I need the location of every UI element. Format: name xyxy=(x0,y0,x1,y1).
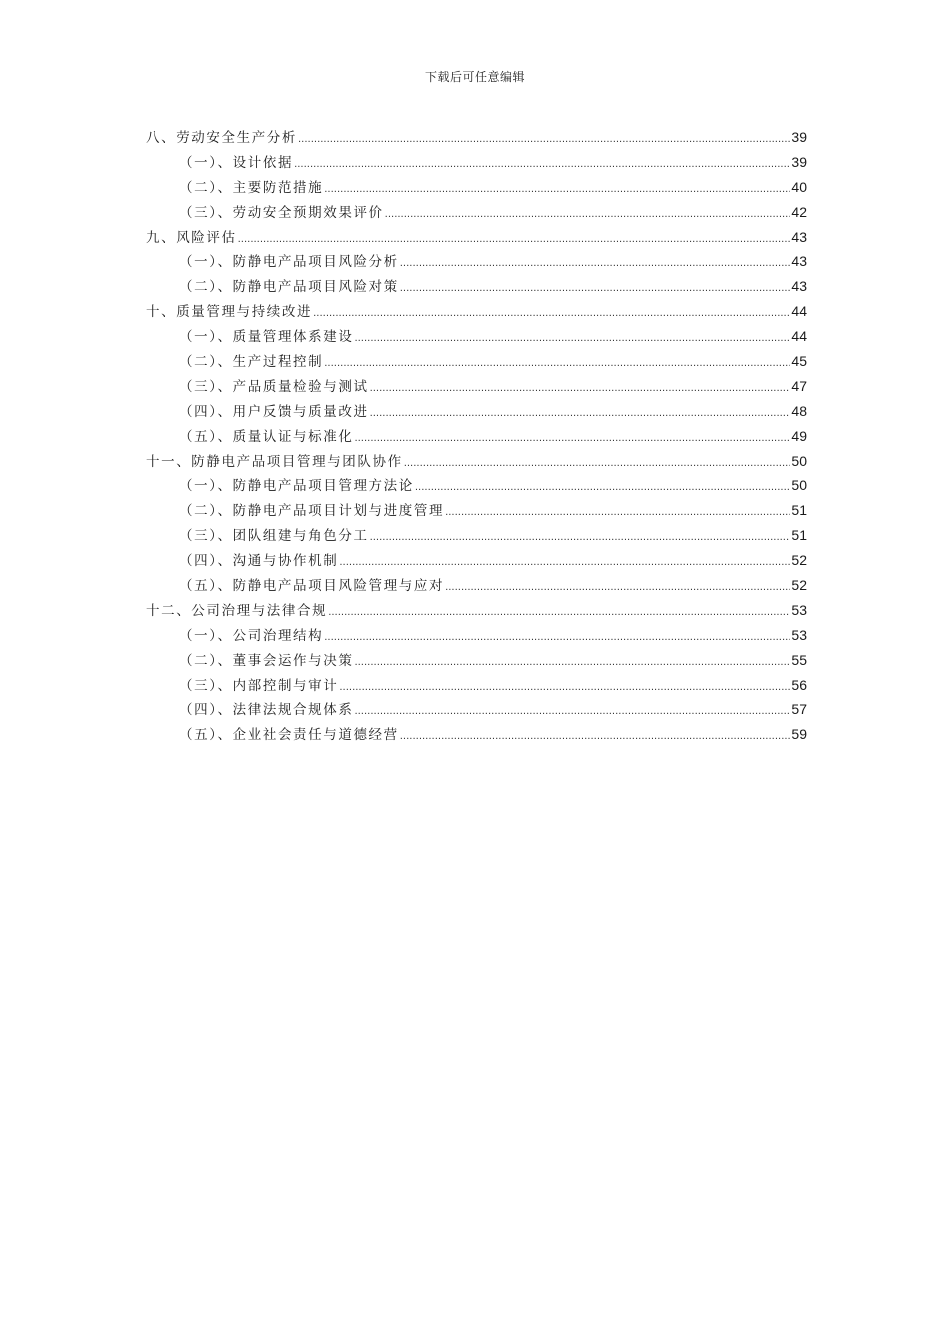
toc-dot-leader xyxy=(354,706,790,717)
toc-dot-leader xyxy=(313,308,790,319)
toc-dot-leader xyxy=(294,159,790,170)
toc-entry-page-number: 55 xyxy=(791,651,807,668)
toc-entry-title: （二）、生产过程控制 xyxy=(179,354,324,371)
toc-entry[interactable] xyxy=(146,549,807,574)
toc-entry[interactable] xyxy=(146,499,807,524)
toc-entry-title: 十一、防静电产品项目管理与团队协作 xyxy=(146,453,403,470)
toc-entry-title: （二）、董事会运作与决策 xyxy=(179,652,354,669)
toc-dot-leader xyxy=(400,283,791,294)
toc-entry-page-number: 43 xyxy=(791,278,807,295)
toc-dot-leader xyxy=(385,209,791,220)
toc-entry-page-number: 56 xyxy=(791,676,807,693)
toc-entry-title: 九、风险评估 xyxy=(146,229,237,246)
toc-entry[interactable] xyxy=(146,300,807,325)
toc-entry-page-number: 42 xyxy=(791,203,807,220)
toc-entry[interactable] xyxy=(146,649,807,674)
toc-entry-page-number: 47 xyxy=(791,377,807,394)
toc-entry[interactable] xyxy=(146,474,807,499)
toc-entry-title: （四）、用户反馈与质量改进 xyxy=(179,403,369,420)
toc-entry[interactable] xyxy=(146,126,807,151)
toc-entry-page-number: 43 xyxy=(791,253,807,270)
toc-dot-leader xyxy=(400,731,791,742)
toc-entry[interactable] xyxy=(146,151,807,176)
toc-entry-title: （四）、沟通与协作机制 xyxy=(179,553,339,570)
toc-entry[interactable] xyxy=(146,325,807,350)
toc-entry-title: （一）、公司治理结构 xyxy=(179,627,324,644)
toc-entry-title: （一）、防静电产品项目风险分析 xyxy=(179,254,399,271)
toc-entry[interactable] xyxy=(146,201,807,226)
toc-dot-leader xyxy=(354,657,790,668)
toc-entry[interactable] xyxy=(146,698,807,723)
toc-dot-leader xyxy=(339,557,790,568)
toc-dot-leader xyxy=(354,433,790,444)
toc-entry-page-number: 44 xyxy=(791,328,807,345)
toc-entry[interactable] xyxy=(146,450,807,475)
toc-entry-title: （五）、企业社会责任与道德经营 xyxy=(179,727,399,744)
toc-entry-page-number: 53 xyxy=(791,601,807,618)
toc-entry[interactable] xyxy=(146,375,807,400)
toc-entry-page-number: 50 xyxy=(791,477,807,494)
toc-entry-page-number: 48 xyxy=(791,402,807,419)
toc-entry-page-number: 57 xyxy=(791,701,807,718)
toc-dot-leader xyxy=(445,582,790,593)
toc-dot-leader xyxy=(415,482,791,493)
toc-dot-leader xyxy=(400,258,791,269)
toc-dot-leader xyxy=(404,458,791,469)
toc-entry-page-number: 39 xyxy=(791,153,807,170)
toc-dot-leader xyxy=(354,333,790,344)
toc-entry-page-number: 52 xyxy=(791,552,807,569)
toc-dot-leader xyxy=(324,358,790,369)
toc-dot-leader xyxy=(298,134,790,145)
toc-entry-title: （五）、防静电产品项目风险管理与应对 xyxy=(179,578,445,595)
toc-entry-page-number: 52 xyxy=(791,577,807,594)
toc-dot-leader xyxy=(339,682,790,693)
toc-entry[interactable] xyxy=(146,250,807,275)
toc-entry-page-number: 51 xyxy=(791,502,807,519)
toc-dot-leader xyxy=(324,184,790,195)
toc-dot-leader xyxy=(328,607,790,618)
toc-dot-leader xyxy=(370,383,791,394)
table-of-contents xyxy=(146,126,807,748)
toc-entry-title: 十二、公司治理与法律合规 xyxy=(146,602,328,619)
toc-entry[interactable] xyxy=(146,574,807,599)
toc-entry-page-number: 40 xyxy=(791,178,807,195)
toc-entry-title: （三）、产品质量检验与测试 xyxy=(179,378,369,395)
toc-entry[interactable] xyxy=(146,176,807,201)
toc-entry[interactable] xyxy=(146,674,807,699)
toc-entry[interactable] xyxy=(146,350,807,375)
toc-dot-leader xyxy=(370,408,791,419)
toc-entry-title: （五）、质量认证与标准化 xyxy=(179,428,354,445)
toc-entry-title: （一）、质量管理体系建设 xyxy=(179,329,354,346)
toc-entry[interactable] xyxy=(146,425,807,450)
toc-entry-page-number: 39 xyxy=(791,129,807,145)
toc-entry[interactable] xyxy=(146,400,807,425)
toc-entry-page-number: 43 xyxy=(791,228,807,245)
toc-entry[interactable] xyxy=(146,723,807,748)
toc-entry-title: （二）、防静电产品项目风险对策 xyxy=(179,279,399,296)
toc-entry-title: （三）、内部控制与审计 xyxy=(179,677,339,694)
page-header: 下载后可任意编辑 xyxy=(424,70,525,84)
toc-entry-page-number: 59 xyxy=(791,726,807,743)
toc-entry[interactable] xyxy=(146,599,807,624)
toc-entry-title: （二）、防静电产品项目计划与进度管理 xyxy=(179,503,445,520)
toc-dot-leader xyxy=(238,234,791,245)
toc-entry-page-number: 44 xyxy=(791,303,807,320)
toc-dot-leader xyxy=(445,507,790,518)
toc-entry[interactable] xyxy=(146,624,807,649)
toc-entry-title: 十、质量管理与持续改进 xyxy=(146,304,313,321)
toc-entry[interactable] xyxy=(146,226,807,251)
toc-entry-title: （一）、防静电产品项目管理方法论 xyxy=(179,478,414,495)
toc-entry[interactable] xyxy=(146,524,807,549)
toc-entry-title: （四）、法律法规合规体系 xyxy=(179,702,354,719)
toc-entry-title: （三）、团队组建与角色分工 xyxy=(179,528,369,545)
toc-entry-page-number: 51 xyxy=(791,527,807,544)
toc-entry-title: 八、劳动安全生产分析 xyxy=(146,130,297,146)
toc-entry[interactable] xyxy=(146,275,807,300)
toc-entry-page-number: 53 xyxy=(791,626,807,643)
toc-entry-title: （一）、设计依据 xyxy=(179,154,294,171)
toc-entry-page-number: 45 xyxy=(791,353,807,370)
toc-entry-title: （二）、主要防范措施 xyxy=(179,179,324,196)
toc-entry-page-number: 49 xyxy=(791,427,807,444)
toc-dot-leader xyxy=(324,632,790,643)
toc-entry-title: （三）、劳动安全预期效果评价 xyxy=(179,204,384,221)
toc-dot-leader xyxy=(370,532,791,543)
toc-entry-page-number: 50 xyxy=(791,452,807,469)
